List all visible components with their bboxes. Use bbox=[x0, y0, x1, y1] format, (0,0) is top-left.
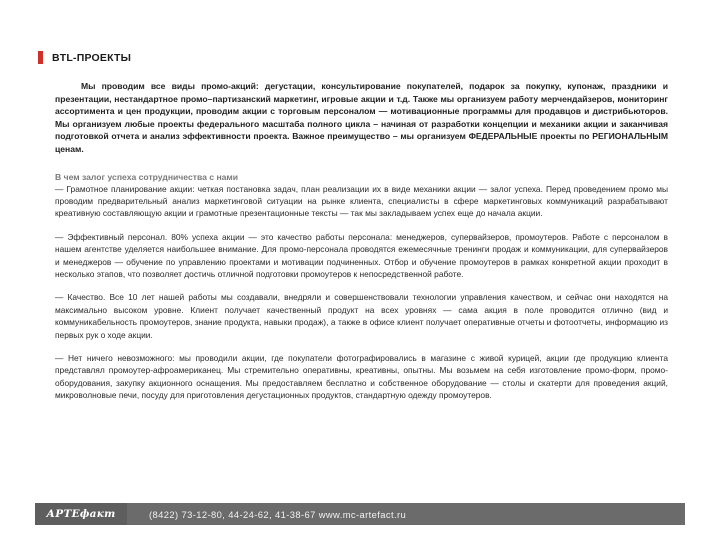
paragraph-staff: — Эффективный персонал. 80% успеха акции — это качество работы персонала: менеджеров, супервайзеров, промоутеров. Работе с персоналом в нашем агентстве уделяется наибольшее внимание. Для промо-персонала проводятся ежемесячные тренинги продаж и коммуникации, для супервайзеров и менеджеров — обучение по управлению проектами и мотивации подчиненных. Отбор и обучение промоутеров в рамках конкретной акции проходит в несколько этапов, что позволяет достичь отличной подготовки промоутеров к непосредственной работе. bbox=[55, 231, 668, 279]
footer-bar bbox=[35, 503, 685, 525]
success-heading: В чем залог успеха сотрудничества с нами bbox=[55, 171, 239, 182]
paragraph-quality: — Качество. Все 10 лет нашей работы мы создавали, внедряли и совершенствовали технологии управления качеством, и сейчас они находятся на максимально высоком уровне. Клиент получает качественный продукт на всех уровнях — сама акция в поле проводится отлично (вид и коммуникабельность промоутеров, знание продукта, навыки продаж), а также в офисе клиент получает оперативные отчеты и фотоотчеты, информацию из первых рук о ходе акции. bbox=[55, 292, 668, 340]
title-marker bbox=[38, 51, 43, 64]
intro-end: ценам. bbox=[55, 143, 84, 154]
footer-contacts: (8422) 73-12-80, 44-24-62, 41-38-67 www.mc-artefact.ru bbox=[149, 508, 407, 520]
intro-text: Мы проводим все виды промо-акций: дегустации, консультирование покупателей, подарок за покупку, купонаж, праздники и презентации, нестандартное промо–партизанский маркетинг, игровые акции и т.д. Также мы организуем работу мерчендайзеров, мониторинг ассортимента и цен продукции, проводим акции с торговым персоналом — мотивационные программы для продавцов и дистрибьюторов. Мы организуем любые проекты федерального масштаба полного цикла – начиная от разработки концепции и механики акции и заканчивая подготовкой отчета и анализ эффективности проекта. Важное преимущество – мы организуем bbox=[55, 81, 668, 142]
emphasis-federal: ФЕДЕРАЛЬНЫЕ bbox=[468, 131, 538, 142]
company-logo: АРТЕфакт bbox=[35, 503, 127, 525]
page-title: BTL-ПРОЕКТЫ bbox=[52, 51, 132, 64]
intro-middle: проекты по bbox=[537, 131, 593, 142]
paragraph-nothing-impossible: — Нет ничего невозможного: мы проводили акции, где покупатели фотографировались в магазине с живой курицей, акции где продукцию клиента представлял промоутер-афроамериканец. Мы стремительно оперативны, креативны, опытны. Мы возьмем на себя изготовление промо-форм, промо-оборудования, закупку акционного оснащения. Мы предоставляем бесплатно и собственное оборудование — столы и скатерти для проведения акций, микроволновые печи, посуду для приготовления дегустационных продуктов, стандартную одежду промоутеров. bbox=[55, 353, 668, 401]
title-row bbox=[38, 51, 131, 64]
emphasis-regional: РЕГИОНАЛЬНЫМ bbox=[592, 131, 668, 142]
intro-paragraph bbox=[55, 80, 668, 156]
content-body bbox=[55, 80, 668, 413]
paragraph-planning: — Грамотное планирование акции: четкая постановка задач, план реализации их в виде механики акции — залог успеха. Перед проведением промо мы проводим предварительный анализ маркетинговой ситуации на рынке клиента, специалисты в сфере маркетинговых коммуникаций разрабатывают креативную составляющую акции и грамотные презентационные тексты — так мы закладываем успех еще до начала акции. bbox=[55, 183, 668, 219]
